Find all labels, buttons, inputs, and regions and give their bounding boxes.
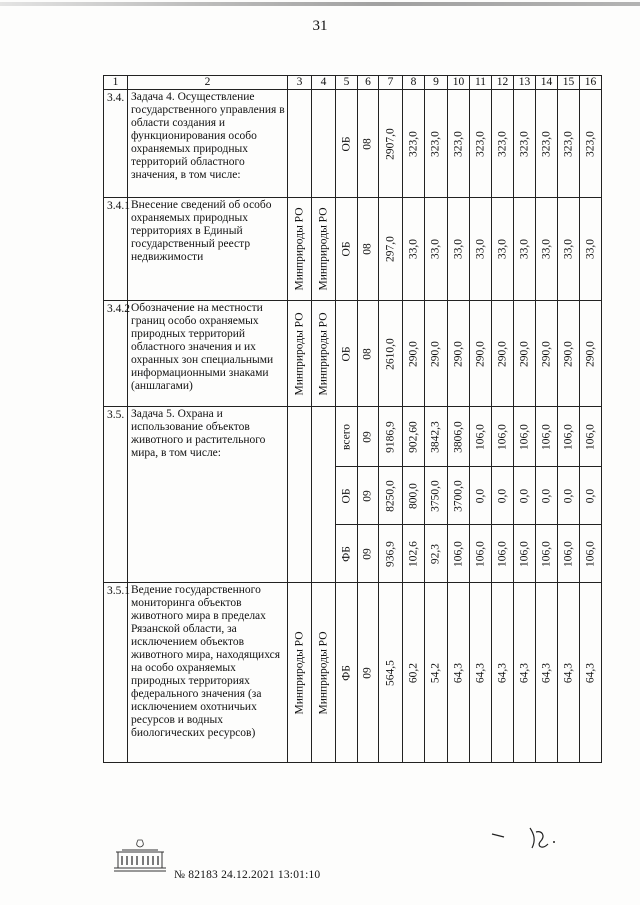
value-cell: 64,3 bbox=[492, 583, 514, 763]
value-cell: 290,0 bbox=[470, 301, 492, 407]
value-cell: 290,0 bbox=[492, 301, 514, 407]
value-cell: 33,0 bbox=[514, 198, 536, 301]
header-cell: 10 bbox=[448, 76, 470, 90]
header-row bbox=[104, 76, 602, 90]
value-cell: 33,0 bbox=[470, 198, 492, 301]
value-cell: 106,0 bbox=[492, 407, 514, 467]
value-cell: 106,0 bbox=[514, 407, 536, 467]
value-cell: 106,0 bbox=[514, 525, 536, 583]
value-cell: 33,0 bbox=[580, 198, 602, 301]
value-cell: 323,0 bbox=[536, 90, 558, 198]
code-cell: 09 bbox=[358, 467, 379, 525]
row-name: Ведение государственного мониторинга объектов животного мира в пределах Рязанской области, за исключением объектов животного мира, находящихся на особо охраняемых природных территориях федерального значения (за исключением охотничьих ресурсов и водных биологических ресурсов) bbox=[128, 583, 288, 763]
value-cell: 64,3 bbox=[470, 583, 492, 763]
value-cell: 323,0 bbox=[425, 90, 448, 198]
row-number: 3.4.1 bbox=[104, 198, 128, 301]
value-cell: 106,0 bbox=[470, 525, 492, 583]
value-cell: 106,0 bbox=[580, 407, 602, 467]
value-cell: 564,5 bbox=[379, 583, 403, 763]
value-cell: 33,0 bbox=[425, 198, 448, 301]
source-cell: ОБ bbox=[336, 301, 358, 407]
table-row bbox=[104, 301, 602, 407]
header-cell: 9 bbox=[425, 76, 448, 90]
table-row bbox=[104, 583, 602, 763]
row-number: 3.5.1 bbox=[104, 583, 128, 763]
value-cell: 33,0 bbox=[536, 198, 558, 301]
executor-cell bbox=[288, 90, 312, 198]
header-cell: 8 bbox=[403, 76, 425, 90]
value-cell: 0,0 bbox=[492, 467, 514, 525]
table-row bbox=[104, 90, 602, 198]
value-cell: 290,0 bbox=[425, 301, 448, 407]
value-cell: 290,0 bbox=[558, 301, 580, 407]
value-cell: 33,0 bbox=[403, 198, 425, 301]
source-cell: ОБ bbox=[336, 90, 358, 198]
header-cell: 6 bbox=[358, 76, 379, 90]
coexecutor-cell bbox=[312, 90, 336, 198]
value-cell: 290,0 bbox=[448, 301, 470, 407]
source-cell: всего bbox=[336, 407, 358, 467]
value-cell: 0,0 bbox=[514, 467, 536, 525]
code-cell: 08 bbox=[358, 301, 379, 407]
value-cell: 290,0 bbox=[580, 301, 602, 407]
value-cell: 3700,0 bbox=[448, 467, 470, 525]
table-row bbox=[104, 198, 602, 301]
header-cell: 15 bbox=[558, 76, 580, 90]
value-cell: 64,3 bbox=[558, 583, 580, 763]
value-cell: 0,0 bbox=[558, 467, 580, 525]
value-cell: 8250,0 bbox=[379, 467, 403, 525]
value-cell: 3750,0 bbox=[425, 467, 448, 525]
header-cell: 16 bbox=[580, 76, 602, 90]
row-number: 3.4.2 bbox=[104, 301, 128, 407]
value-cell: 3842,3 bbox=[425, 407, 448, 467]
code-cell: 08 bbox=[358, 198, 379, 301]
value-cell: 936,9 bbox=[379, 525, 403, 583]
value-cell: 290,0 bbox=[514, 301, 536, 407]
header-cell: 4 bbox=[312, 76, 336, 90]
value-cell: 64,3 bbox=[514, 583, 536, 763]
row-number: 3.4. bbox=[104, 90, 128, 198]
value-cell: 106,0 bbox=[536, 525, 558, 583]
value-cell: 323,0 bbox=[580, 90, 602, 198]
value-cell: 92,3 bbox=[425, 525, 448, 583]
coexecutor-cell: Минприроды РО bbox=[312, 198, 336, 301]
value-cell: 2907,0 bbox=[379, 90, 403, 198]
value-cell: 9186,9 bbox=[379, 407, 403, 467]
row-name: Обозначение на местности границ особо охраняемых природных территорий областного значения и их охранных зон специальными информационными знаками (аншлагами) bbox=[128, 301, 288, 407]
value-cell: 297,0 bbox=[379, 198, 403, 301]
executor-cell: Минприроды РО bbox=[288, 301, 312, 407]
source-cell: ФБ bbox=[336, 583, 358, 763]
value-cell: 33,0 bbox=[492, 198, 514, 301]
value-cell: 106,0 bbox=[580, 525, 602, 583]
row-name: Внесение сведений об особо охраняемых природных территориях в Единый государственный реестр недвижимости bbox=[128, 198, 288, 301]
coexecutor-cell bbox=[312, 407, 336, 583]
value-cell: 64,3 bbox=[580, 583, 602, 763]
header-cell: 12 bbox=[492, 76, 514, 90]
value-cell: 0,0 bbox=[470, 467, 492, 525]
coexecutor-cell: Минприроды РО bbox=[312, 583, 336, 763]
coexecutor-cell: Минприроды РО bbox=[312, 301, 336, 407]
value-cell: 323,0 bbox=[558, 90, 580, 198]
value-cell: 290,0 bbox=[536, 301, 558, 407]
signature-mark bbox=[490, 820, 580, 860]
value-cell: 33,0 bbox=[558, 198, 580, 301]
source-cell: ОБ bbox=[336, 198, 358, 301]
value-cell: 323,0 bbox=[470, 90, 492, 198]
value-cell: 323,0 bbox=[403, 90, 425, 198]
scan-top-edge bbox=[0, 2, 640, 6]
value-cell: 102,6 bbox=[403, 525, 425, 583]
code-cell: 09 bbox=[358, 525, 379, 583]
value-cell: 902,60 bbox=[403, 407, 425, 467]
header-cell: 5 bbox=[336, 76, 358, 90]
header-cell: 11 bbox=[470, 76, 492, 90]
header-cell: 2 bbox=[128, 76, 288, 90]
table-row bbox=[104, 407, 602, 467]
value-cell: 323,0 bbox=[514, 90, 536, 198]
executor-cell: Минприроды РО bbox=[288, 198, 312, 301]
value-cell: 2610,0 bbox=[379, 301, 403, 407]
value-cell: 106,0 bbox=[536, 407, 558, 467]
value-cell: 290,0 bbox=[403, 301, 425, 407]
code-cell: 09 bbox=[358, 583, 379, 763]
source-cell: ОБ bbox=[336, 467, 358, 525]
value-cell: 106,0 bbox=[448, 525, 470, 583]
value-cell: 323,0 bbox=[492, 90, 514, 198]
value-cell: 64,3 bbox=[536, 583, 558, 763]
registration-stamp-text: № 82183 24.12.2021 13:01:10 bbox=[174, 869, 321, 881]
value-cell: 3806,0 bbox=[448, 407, 470, 467]
value-cell: 0,0 bbox=[580, 467, 602, 525]
executor-cell bbox=[288, 407, 312, 583]
row-name: Задача 4. Осуществление государственного управления в области создания и функционирования особо охраняемых природных территорий областного значения, в том числе: bbox=[128, 90, 288, 198]
header-cell: 13 bbox=[514, 76, 536, 90]
row-name: Задача 5. Охрана и использование объектов животного и растительного мира, в том числе: bbox=[128, 407, 288, 583]
value-cell: 106,0 bbox=[558, 407, 580, 467]
value-cell: 106,0 bbox=[470, 407, 492, 467]
source-cell: ФБ bbox=[336, 525, 358, 583]
header-cell: 14 bbox=[536, 76, 558, 90]
value-cell: 800,0 bbox=[403, 467, 425, 525]
header-cell: 3 bbox=[288, 76, 312, 90]
value-cell: 60,2 bbox=[403, 583, 425, 763]
executor-cell: Минприроды РО bbox=[288, 583, 312, 763]
value-cell: 54,2 bbox=[425, 583, 448, 763]
value-cell: 106,0 bbox=[492, 525, 514, 583]
value-cell: 33,0 bbox=[448, 198, 470, 301]
row-number: 3.5. bbox=[104, 407, 128, 583]
value-cell: 323,0 bbox=[448, 90, 470, 198]
value-cell: 106,0 bbox=[558, 525, 580, 583]
value-cell: 64,3 bbox=[448, 583, 470, 763]
header-cell: 7 bbox=[379, 76, 403, 90]
header-cell: 1 bbox=[104, 76, 128, 90]
value-cell: 0,0 bbox=[536, 467, 558, 525]
code-cell: 09 bbox=[358, 407, 379, 467]
code-cell: 08 bbox=[358, 90, 379, 198]
budget-table bbox=[103, 75, 602, 763]
building-stamp-icon bbox=[112, 838, 168, 874]
page-number: 31 bbox=[312, 18, 328, 34]
